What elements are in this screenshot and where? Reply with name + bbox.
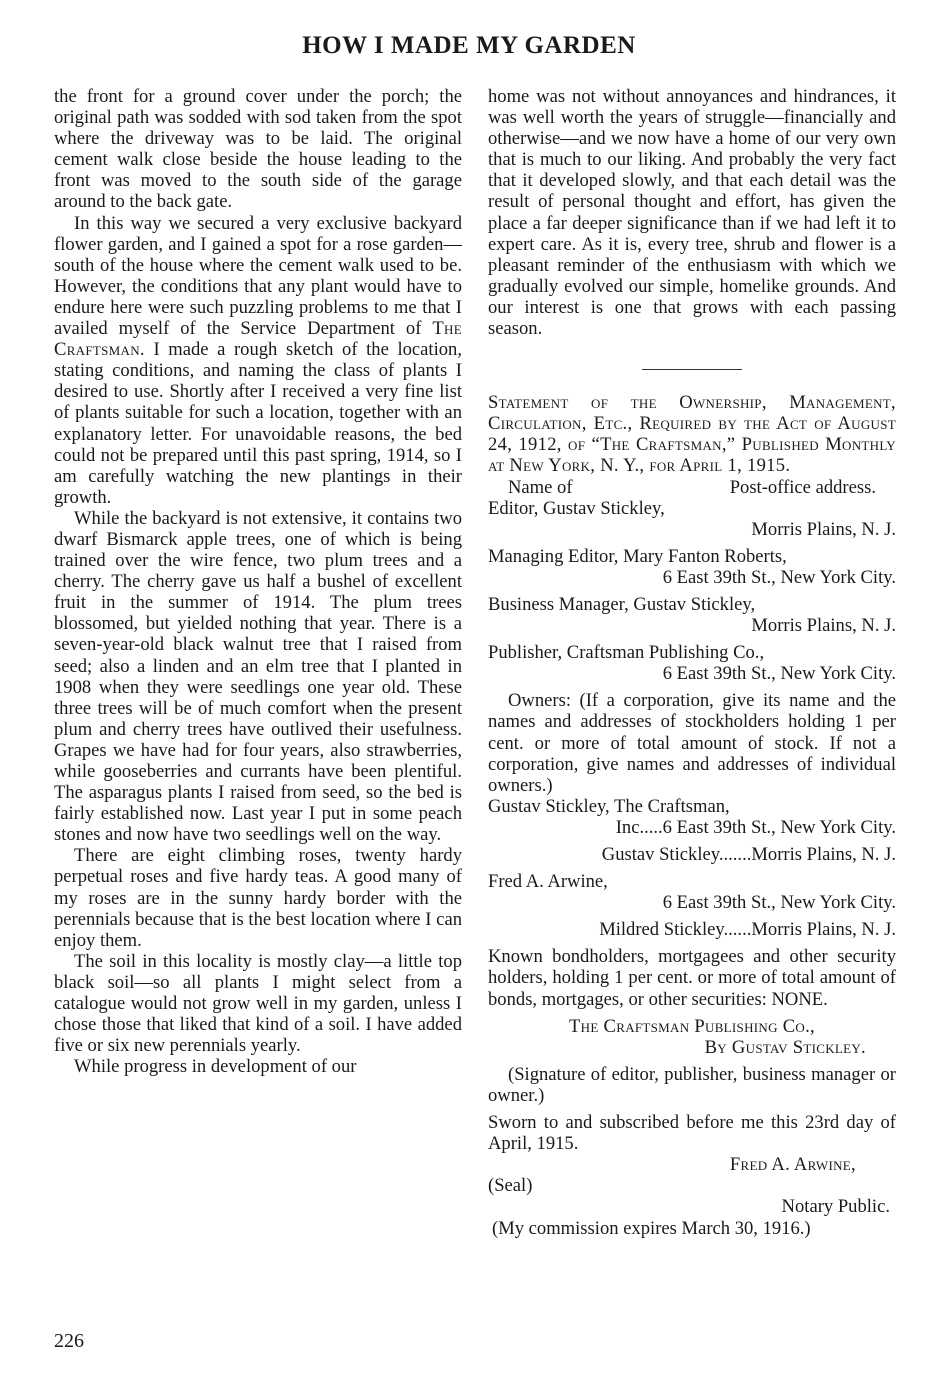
paragraph: There are eight climbing roses, twenty hardy perpetual roses and five hardy teas. A good many of my roses are in the sunny hardy border with the perennials because that is the best location where I can enjoy them. xyxy=(54,845,462,951)
column-header-address: Post-office address. xyxy=(729,476,876,498)
entry-address: Inc.....6 East 39th St., New York City. xyxy=(615,816,896,838)
entry-name: Managing Editor, Mary Fanton Roberts, xyxy=(488,545,787,567)
entry-name: Publisher, Craftsman Publishing Co., xyxy=(488,642,765,664)
signature-note: (Signature of editor, publisher, business manager or owner.) xyxy=(488,1063,896,1106)
column-header-name: Name of xyxy=(508,476,573,498)
bondholders-statement: Known bondholders, mortgagees and other security holders, holding 1 per cent. or more of total amount of bonds, mortgages, or other securities: NONE. xyxy=(488,946,896,1010)
section-divider xyxy=(642,369,742,370)
entry-name: Business Manager, Gustav Stickley, xyxy=(488,593,756,615)
page-title: HOW I MADE MY GARDEN xyxy=(302,32,636,59)
notary-name: Fred A. Arwine, xyxy=(729,1154,856,1176)
paragraph: the front for a ground cover under the porch; the original path was sodded with sod taken from the spot where the driveway was to be laid. The original cement walk close beside the house leading to the front was moved to the south side of the garage around to the back gate. xyxy=(54,86,462,213)
entry-editor xyxy=(488,498,896,540)
owner-entry xyxy=(488,871,896,913)
sworn-statement: Sworn to and subscribed before me this 23rd day of April, 1915. xyxy=(488,1112,896,1155)
entry-address: 6 East 39th St., New York City. xyxy=(662,566,896,588)
paragraph-text: I made a rough sketch of the location, stating conditions, and naming the class of plants I desired to use. Shortly after I received a very fine list of plants suitable for such a location, together with an explanatory letter. For unavoidable reasons, the bed could not be prepared until this past spring, 1914, so I am carefully watching the new plantings in their growth. xyxy=(54,339,462,508)
statement-heading: Statement of the Ownership, Management, Circulation, Etc., Required by the Act of August 24, 1912, of “The Craftsman,” Published Monthly at New York, N. Y., for April 1, 1915. xyxy=(488,392,896,477)
paragraph: The soil in this locality is mostly clay—a little top black soil—so all plants I might select from a catalogue would not grow well in my garden, unless I chose those that liked that kind of a soil. I have added five or six new perennials yearly. xyxy=(54,950,462,1057)
entry-name: Gustav Stickley, The Craftsman, xyxy=(488,795,730,817)
left-column xyxy=(54,86,462,1077)
owners-note: Owners: (If a corporation, give its name and the names and addresses of stockholders holding 1 per cent. or more of total amount of stock. If not a corporation, give names and addresses of individual owners.) xyxy=(488,690,896,796)
owner-entry xyxy=(488,796,896,838)
signed-by: By Gustav Stickley. xyxy=(704,1036,866,1058)
entry-business-manager xyxy=(488,594,896,636)
entry-managing-editor xyxy=(488,546,896,588)
owner-entry: Mildred Stickley......Morris Plains, N. J. xyxy=(599,919,896,941)
entry-publisher xyxy=(488,642,896,684)
commission-expiry: (My commission expires March 30, 1916.) xyxy=(492,1217,811,1239)
notary-title: Notary Public. xyxy=(781,1196,890,1218)
entry-name: Fred A. Arwine, xyxy=(488,871,608,893)
paragraph xyxy=(54,213,462,508)
signed-company: The Craftsman Publishing Co., xyxy=(568,1015,815,1037)
entry-address: 6 East 39th St., New York City. xyxy=(662,663,896,685)
right-column xyxy=(488,86,896,1239)
entry-address: 6 East 39th St., New York City. xyxy=(662,892,896,914)
paragraph: While progress in development of our xyxy=(74,1056,357,1078)
entry-address: Morris Plains, N. J. xyxy=(751,615,896,637)
page-number: 226 xyxy=(54,1330,84,1352)
entry-name: Editor, Gustav Stickley, xyxy=(488,497,665,519)
owner-entry: Gustav Stickley.......Morris Plains, N. J. xyxy=(601,844,896,865)
entry-address: Morris Plains, N. J. xyxy=(751,518,896,540)
seal: (Seal) xyxy=(488,1175,533,1197)
magazine-name: The Craftsman. xyxy=(54,318,462,361)
paragraph: home was not without annoyances and hindrances, it was well worth the years of struggle—financially and otherwise—and we now have a home of our very own that is much to our liking. And probably the very fact that it developed slowly, and that each detail was the result of personal thought and effort, has given the place a far deeper significance than if we had left it to expert care. As it is, every tree, shrub and flower is a pleasant reminder of the enthusiasm with which we gradually evolved our simple, homelike grounds. And our interest is one that grows with each passing season. xyxy=(488,86,896,340)
statement-column-headers xyxy=(488,477,896,498)
paragraph-text: In this way we secured a very exclusive backyard flower garden, and I gained a spot for a rose garden—south of the house where the cement walk used to be. However, the conditions that any plant would have to endure here were such puzzling problems to me that I availed myself of the Service Department of xyxy=(54,212,462,340)
paragraph: While the backyard is not extensive, it contains two dwarf Bismarck apple trees, one of which is being trained over the wire fence, two plum trees and a cherry. The cherry gave us half a bushel of excellent fruit in the summer of 1914. The plum trees blossomed, but yielded nothing that year. There is a seven-year-old black walnut tree that I raised from seed; also a linden and an elm tree that I planted in 1908 when they were seedlings one year old. These three trees will be of much comfort when the present plum and cherry trees have outlived their usefulness. Grapes we have had for four years, also strawberries, while gooseberries and currants have been plentiful. The asparagus plants I raised from seed, so the bed is fairly established now. Last year I put in some peach stones and now have two seedlings well on the way. xyxy=(54,507,462,846)
